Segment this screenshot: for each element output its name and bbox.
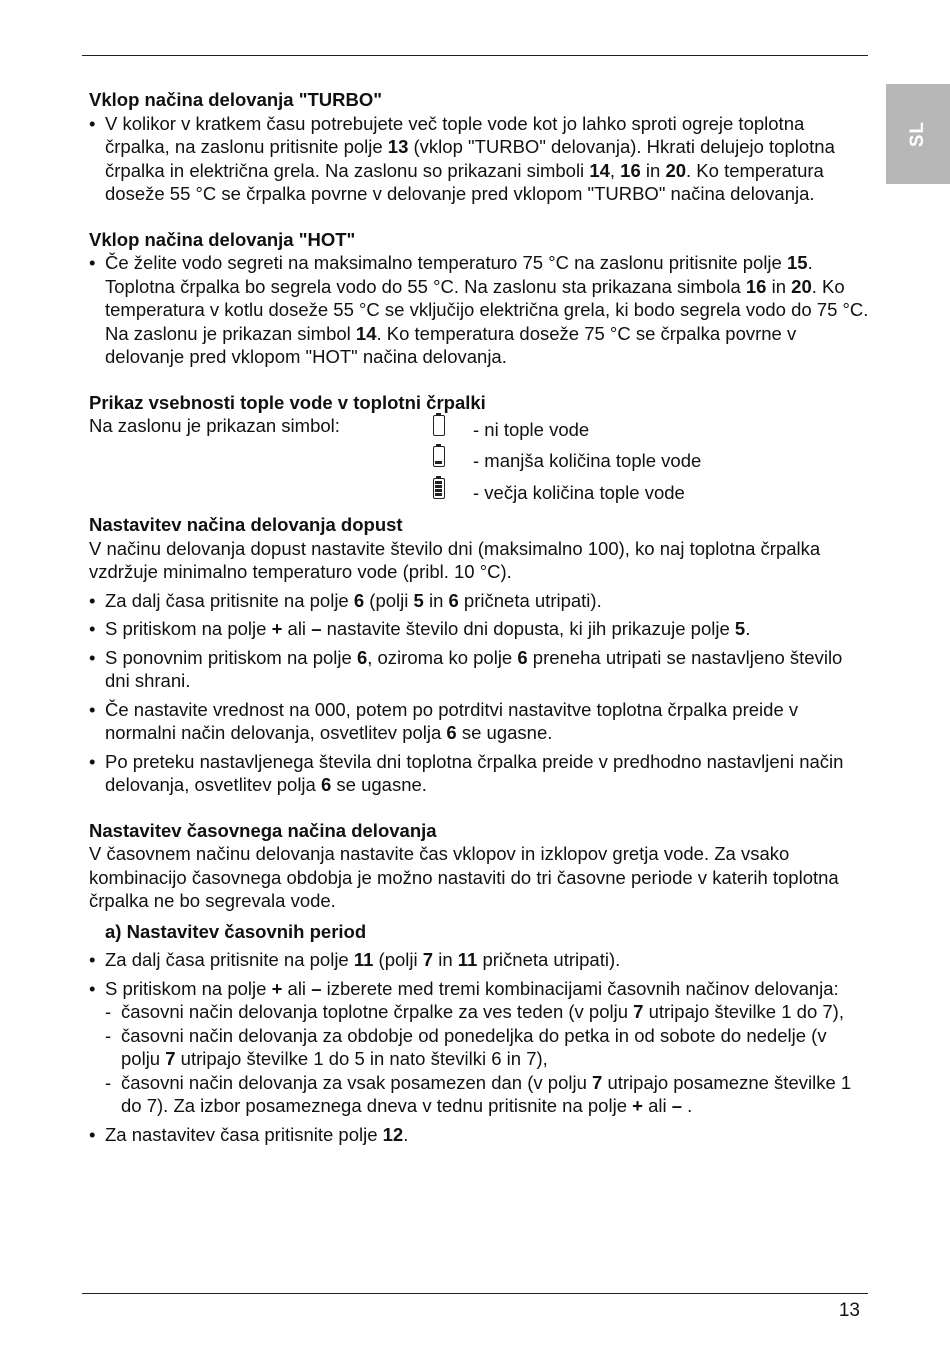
indicator-row xyxy=(433,479,863,507)
text-run: (polji xyxy=(373,949,423,970)
text-run: . xyxy=(682,1095,693,1116)
text-run: in xyxy=(433,949,458,970)
bold-ref: 7 xyxy=(422,949,434,970)
text-run: S ponovnim pritiskom na polje xyxy=(105,646,357,668)
bold-ref: + xyxy=(271,977,283,999)
bold-ref: 20 xyxy=(791,275,812,297)
text-run: ali xyxy=(282,618,312,639)
bold-ref: 5 xyxy=(413,589,424,611)
bold-ref: 12 xyxy=(382,1123,404,1145)
holiday-heading: Nastavitev načina delovanja dopust xyxy=(89,514,403,535)
battery-low-icon xyxy=(433,444,445,466)
text-run: V kolikor v kratkem času potrebujete več tople vode kot jo lahko sproti ogreje toplotna črpalka, na zaslonu pritisnite polje xyxy=(105,112,805,157)
timer-dash-item xyxy=(89,1024,869,1071)
holiday-bullet xyxy=(89,750,869,797)
text-run: . xyxy=(403,1123,409,1145)
bold-ref: 6 xyxy=(356,646,368,668)
timer-sub-heading: a) Nastavitev časovnih period xyxy=(105,920,367,942)
bold-ref: + xyxy=(271,618,283,639)
timer-bullet xyxy=(89,977,869,1001)
language-tab xyxy=(886,84,950,184)
bold-ref: 16 xyxy=(745,275,767,297)
battery-empty-icon xyxy=(433,413,445,435)
turbo-bullet xyxy=(89,112,869,206)
bold-ref: + xyxy=(632,1095,643,1116)
hot-heading: Vklop načina delovanja "HOT" xyxy=(89,228,356,250)
indicator-text: - ni tople vode xyxy=(473,419,590,440)
holiday-bullet xyxy=(89,617,869,641)
text-run: Če želite vodo segreti na maksimalno temperaturo 75 °C na zaslonu pritisnite polje xyxy=(105,252,787,273)
language-tab-label: SL xyxy=(907,120,928,148)
text-run: preneha utripati se nastavljeno število dni shrani. xyxy=(105,646,843,691)
bold-ref: 13 xyxy=(387,136,409,157)
text-run: utripajo posamezne številke 1 do 7). Za izbor posameznega dneva v tednu pritisnite na polje xyxy=(121,1071,852,1116)
text-run: se ugasne. xyxy=(331,774,427,795)
bold-ref: – xyxy=(311,977,322,999)
bold-ref: 5 xyxy=(734,618,746,639)
text-run: (polji xyxy=(364,589,414,611)
text-run: in xyxy=(766,275,792,297)
holiday-bullet xyxy=(89,646,869,693)
bottom-rule xyxy=(82,1293,868,1294)
text-run: Za nastavitev časa pritisnite polje xyxy=(105,1123,383,1145)
bold-ref: 15 xyxy=(786,252,808,273)
turbo-heading: Vklop načina delovanja "TURBO" xyxy=(89,89,383,110)
text-run: Za dalj časa pritisnite na polje xyxy=(105,949,354,970)
indicator-label: Na zaslonu je prikazan simbol: xyxy=(89,415,340,436)
bold-ref: 16 xyxy=(620,159,641,181)
bold-ref: 20 xyxy=(665,159,687,181)
text-run: Za dalj časa pritisnite na polje xyxy=(105,589,354,611)
text-run: pričneta utripati). xyxy=(477,949,621,970)
timer-dash-item xyxy=(89,1071,869,1118)
bold-ref: 6 xyxy=(353,589,365,611)
text-run: nastavite število dni dopusta, ki jih prikazuje polje xyxy=(321,618,735,639)
bold-ref: 7 xyxy=(633,1001,644,1022)
text-run: časovni način delovanja za vsak posamezen dan (v polju xyxy=(121,1071,593,1093)
timer-intro: V časovnem načinu delovanja nastavite čas vklopov in izklopov gretja vode. Za vsako kombinacijo časovnega obdobja je možno nastaviti do tri časovne periode v katerih toplotna črpalka ne bo segrevala vode. xyxy=(89,843,839,911)
bold-ref: 11 xyxy=(353,949,374,970)
indicator-row xyxy=(433,416,863,444)
holiday-bullet xyxy=(89,589,869,613)
text-run: S pritiskom na polje xyxy=(105,977,272,999)
text-run: pričneta utripati). xyxy=(458,589,602,611)
text-run: . Toplotna črpalka bo segrela vodo do 55 °C. Na zaslonu sta prikazana simbola xyxy=(105,252,813,297)
page-number: 13 xyxy=(838,1300,860,1321)
text-run: in xyxy=(423,589,449,611)
text-run: Če nastavite vrednost na 000, potem po potrditvi nastavitve toplotna črpalka preide v normalni način delovanja, osvetlitev polja xyxy=(105,698,799,743)
bold-ref: 6 xyxy=(448,589,459,611)
text-run: S pritiskom na polje xyxy=(105,618,272,639)
holiday-intro: V načinu delovanja dopust nastavite število dni (maksimalno 100), ko naj toplotna črpalka vzdržuje minimalno temperaturo vode (pribl. 10 °C). xyxy=(89,537,821,582)
text-run: utripajo številke 1 do 5 in nato številki 6 in 7), xyxy=(175,1048,548,1069)
timer-bullet xyxy=(89,1123,869,1147)
bold-ref: 6 xyxy=(446,722,457,743)
top-rule xyxy=(82,55,868,56)
battery-full-icon xyxy=(433,476,445,498)
hot-bullet xyxy=(89,251,869,369)
text-run: . Ko temperatura v kotlu doseže 55 °C se vključijo električna grela, ki bodo segrela vodo do 75 °C. Na zaslonu je prikazan simbol xyxy=(105,275,869,344)
text-run: časovni način delovanja toplotne črpalke za ves teden (v polju xyxy=(121,1001,634,1022)
indicator-text: - večja količina tople vode xyxy=(473,482,685,503)
page-content xyxy=(89,88,869,1146)
bold-ref: 7 xyxy=(165,1048,176,1069)
bold-ref: 14 xyxy=(355,322,377,344)
bold-ref: 7 xyxy=(592,1071,603,1093)
indicator-heading: Prikaz vsebnosti tople vode v toplotni črpalki xyxy=(89,391,486,413)
text-run: . Ko temperatura doseže 75 °C se črpalka povrne v delovanje pred vklopom "HOT" načina delovanja. xyxy=(105,322,797,367)
text-run: izberete med tremi kombinacijami časovnih načinov delovanja: xyxy=(321,977,839,999)
text-run: . xyxy=(745,618,751,639)
bold-ref: – xyxy=(671,1095,683,1116)
bold-ref: – xyxy=(311,618,322,639)
text-run: , oziroma ko polje xyxy=(367,646,518,668)
bold-ref: 6 xyxy=(517,646,528,668)
text-run: . Ko temperatura doseže 55 °C se črpalka povrne v delovanje pred vklopom "TURBO" načina delovanja. xyxy=(105,159,824,204)
timer-bullet xyxy=(89,948,869,972)
text-run: ali xyxy=(282,977,312,999)
text-run: (vklop "TURBO" delovanja). Hkrati delujejo toplotna črpalka in električna grela. Na zaslonu so prikazani simboli xyxy=(105,136,835,181)
bold-ref: 6 xyxy=(320,774,332,795)
holiday-bullet xyxy=(89,698,869,745)
text-run: ali xyxy=(642,1095,672,1116)
text-run: in xyxy=(640,159,666,181)
indicator-text: - manjša količina tople vode xyxy=(473,450,702,471)
text-run: se ugasne. xyxy=(456,722,553,743)
timer-heading: Nastavitev časovnega načina delovanja xyxy=(89,819,437,841)
indicator-row xyxy=(433,447,863,475)
text-run: utripajo številke 1 do 7), xyxy=(643,1001,844,1022)
text-run: časovni način delovanja za obdobje od ponedeljka do petka in od sobote do nedelje (v polju xyxy=(121,1024,827,1069)
text-run: , xyxy=(609,159,621,181)
text-run: Po preteku nastavljenega števila dni toplotna črpalka preide v predhodno nastavljeni način delovanja, osvetlitev polja xyxy=(105,750,844,795)
bold-ref: 11 xyxy=(457,949,478,970)
indicator-list xyxy=(89,414,869,508)
timer-dash-item xyxy=(89,1000,869,1024)
bold-ref: 14 xyxy=(589,159,610,181)
